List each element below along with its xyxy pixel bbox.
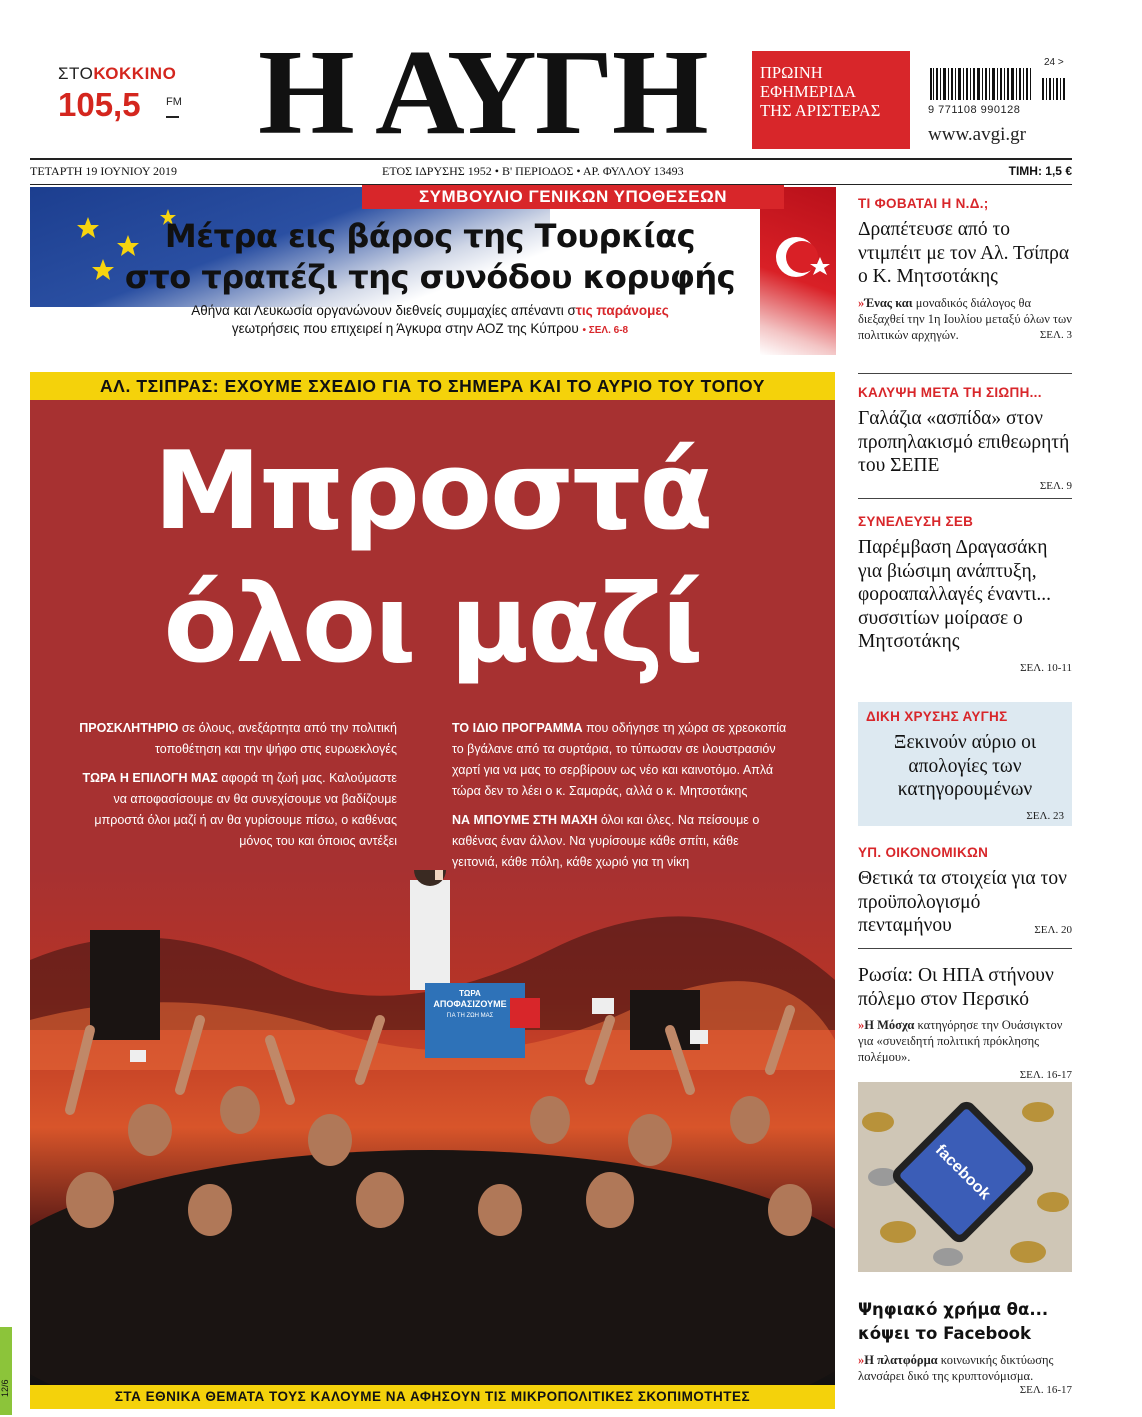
lead-top-bar: ΑΛ. ΤΣΙΠΡΑΣ: ΕΧΟΥΜΕ ΣΧΕΔΙΟ ΓΙΑ ΤΟ ΣΗΜΕΡΑ ΚΑΙ ΤΟ ΑΥΡΙΟ ΤΟΥ ΤΟΠΟΥ xyxy=(30,372,835,400)
s4-page: ΣΕΛ. 23 xyxy=(1026,809,1064,822)
s6-arrow-icon: » xyxy=(858,1018,865,1032)
issue-info: ΕΤΟΣ ΙΔΡΥΣΗΣ 1952 • Β' ΠΕΡΙΟΔΟΣ • ΑΡ. ΦΥΛΛΟΥ 13493 xyxy=(382,164,684,178)
s4-title: Ξεκινούν αύριο οι απολογίες των κατηγορουμένων xyxy=(893,732,1037,800)
lead-headline[interactable] xyxy=(30,425,835,691)
s6-text: κατηγόρησε την Ουάσιγκτον για «συνειδητή πολιτική πρόκλησης πολέμου». xyxy=(858,1018,1063,1064)
s7-body xyxy=(858,1352,1072,1384)
lead-paragraph-2 xyxy=(75,768,397,852)
eu-sub-2: γεωτρήσεις που επιχειρεί η Άγκυρα στην ΑΟΖ της Κύπρου xyxy=(231,321,579,336)
s1-kicker: ΤΙ ΦΟΒΑΤΑΙ Η Ν.Δ.; xyxy=(858,196,989,211)
lead-paragraph-1 xyxy=(75,718,397,760)
s1-lead: Ένας και xyxy=(864,295,913,310)
edition-mark xyxy=(0,1327,12,1415)
barcode-issue: 24 > xyxy=(1044,57,1064,68)
lead-column-left xyxy=(75,718,397,860)
sidebar-divider xyxy=(858,498,1072,499)
p2-lead: ΤΩΡΑ Η ΕΠΙΛΟΓΗ ΜΑΣ xyxy=(82,771,218,785)
radio-name: ΚΟΚΚΙΝΟ xyxy=(93,64,177,83)
podium-text-1: ΤΩΡΑ xyxy=(459,989,481,998)
sidebar-story-6[interactable] xyxy=(858,958,1072,1081)
s7-page: ΣΕΛ. 16-17 xyxy=(1019,1384,1072,1396)
eu-sub-1a: Αθήνα και Λευκωσία οργανώνουν διεθνείς συμμαχίες απέναντι σ xyxy=(191,303,576,318)
p2-text: αφορά τη ζωή μας. Καλούμαστε να αποφασίσουμε αν θα συνεχίσουμε να βαδίζουμε μπροστά όλοι μαζί ή αν θα γυρίσουμε πίσω, ο καθένας μόνος του και όποιος αντέξει xyxy=(94,771,397,848)
sidebar-story-7[interactable] xyxy=(858,1292,1072,1396)
tagline-line-3: ΤΗΣ ΑΡΙΣΤΕΡΑΣ xyxy=(760,101,881,120)
radio-prefix: ΣΤΟ xyxy=(58,64,94,83)
s1-page: ΣΕΛ. 3 xyxy=(1039,328,1072,341)
s7-text: κοινωνικής δικτύωσης λανσάρει δικό της κρυπτονόμισμα. xyxy=(858,1353,1054,1383)
radio-band-underline xyxy=(166,116,179,118)
s6-title: Ρωσία: Οι ΗΠΑ στήνουν πόλεμο στον Περσικό xyxy=(858,965,1054,1010)
tagline-line-2: ΕΦΗΜΕΡΙΔΑ xyxy=(760,82,857,101)
eu-story-page: • ΣΕΛ. 6-8 xyxy=(582,325,629,336)
edition-text: 12/6 xyxy=(0,1379,10,1397)
sidebar-divider xyxy=(858,948,1072,949)
dateline xyxy=(30,158,1072,185)
sidebar-story-4[interactable] xyxy=(866,709,1064,822)
eu-sub-1b: τις παράνομες xyxy=(575,303,669,318)
s2-kicker: ΚΑΛΥΨΗ ΜΕΤΑ ΤΗ ΣΙΩΠΗ... xyxy=(858,385,1042,400)
headline-line-1: Μπροστά xyxy=(153,429,712,554)
s6-page: ΣΕΛ. 16-17 xyxy=(1019,1069,1072,1081)
s7-title: Ψηφιακό χρήμα θα... κόψει το Facebook xyxy=(858,1300,1049,1343)
p4-text: όλοι και όλες. Να πείσουμε ο καθένας έναν άλλον. Να γυρίσουμε κάθε σπίτι, κάθε γειτονιά, κάθε πόλη, κάθε χωριό για τη νίκη xyxy=(452,813,760,869)
p1-lead: ΠΡΟΣΚΛΗΤΗΡΙΟ xyxy=(79,721,179,735)
barcode-icon xyxy=(930,68,1048,100)
s7-lead: Η πλατφόρμα xyxy=(864,1353,938,1367)
p4-lead: ΝΑ ΜΠΟΥΜΕ ΣΤΗ ΜΑΧΗ xyxy=(452,813,598,827)
radio-frequency: 105,5 xyxy=(58,86,141,123)
s5-page: ΣΕΛ. 20 xyxy=(1034,923,1072,936)
podium-text-2: ΑΠΟΦΑΣΙΖΟΥΜΕ xyxy=(433,999,507,1009)
s2-page: ΣΕΛ. 9 xyxy=(1039,479,1072,492)
s5-title: Θετικά τα στοιχεία για τον προϋπολογισμό πενταμήνου xyxy=(858,868,1067,936)
lead-column-right xyxy=(452,718,787,881)
s5-kicker: ΥΠ. ΟΙΚΟΝΟΜΙΚΩΝ xyxy=(858,845,989,860)
crescent-star-icon xyxy=(772,217,832,297)
barcode-number: 9 771108 990128 xyxy=(928,104,1021,116)
lead-paragraph-4 xyxy=(452,810,787,873)
issue-barcode-icon xyxy=(1040,68,1066,100)
tagline-line-1: ΠΡΩΙΝΗ xyxy=(760,63,823,82)
s1-text: μοναδικός διάλογος θα διεξαχθεί την 1η Ιουλίου μεταξύ όλων των πολιτικών αρχηγών. xyxy=(858,295,1072,342)
issue-price: ΤΙΜΗ: 1,5 € xyxy=(1008,164,1072,178)
s1-title: Δραπέτευσε από το ντιμπέιτ με τον Αλ. Τσίπρα ο Κ. Μητσοτάκης xyxy=(858,219,1070,287)
sidebar-story-2[interactable] xyxy=(858,385,1072,492)
sidebar-divider xyxy=(858,373,1072,374)
sidebar-story-5[interactable] xyxy=(858,845,1072,936)
s3-kicker: ΣΥΝΕΛΕΥΣΗ ΣΕΒ xyxy=(858,514,974,529)
issue-date: ΤΕΤΑΡΤΗ 19 ΙΟΥΝΙΟΥ 2019 xyxy=(30,164,178,178)
podium-text-3: ΓΙΑ ΤΗ ΖΩΗ ΜΑΣ xyxy=(446,1013,494,1019)
s3-page: ΣΕΛ. 10-11 xyxy=(1020,661,1072,674)
lead-paragraph-3 xyxy=(452,718,787,802)
eu-title-line-1: Μέτρα εις βάρος της Τουρκίας xyxy=(164,217,696,255)
facebook-phone-image xyxy=(858,1082,1072,1272)
newspaper-logo: Η ΑΥΓΗ xyxy=(258,25,707,160)
website-link[interactable]: www.avgi.gr xyxy=(928,124,1026,145)
s6-lead: Η Μόσχα xyxy=(864,1018,915,1032)
phone-facebook-text: facebook xyxy=(931,1141,994,1204)
rally-photo xyxy=(30,870,835,1385)
eu-title-line-2: στο τραπέζι της συνόδου κορυφής xyxy=(124,258,736,296)
s3-title: Παρέμβαση Δραγασάκη για βιώσιμη ανάπτυξη, φοροαπαλλαγές έναντι... συσσιτίων μοίρασε ο Μητσοτάκης xyxy=(858,537,1052,652)
sidebar-story-3[interactable] xyxy=(858,514,1072,674)
s4-kicker: ΔΙΚΗ ΧΡΥΣΗΣ ΑΥΓΗΣ xyxy=(866,709,1008,724)
p3-text: που οδήγησε τη χώρα σε χρεοκοπία το βγάλανε από τα συρτάρια, το τύπωσαν σε ιλουστρασιόν χαρτί για να μας το σερβίρουν ως νέο και καινοτόμο. Απλά τώρα δεν το λέει ο κ. Σαμαράς, αλλά ο κ. Μητσοτάκης xyxy=(452,721,787,798)
eu-story-title[interactable] xyxy=(95,216,765,298)
s7-arrow-icon: » xyxy=(858,1353,865,1367)
s6-body xyxy=(858,1017,1072,1065)
headline-line-2: όλοι μαζί xyxy=(163,562,702,687)
lead-bottom-bar: ΣΤΑ ΕΘΝΙΚΑ ΘΕΜΑΤΑ ΤΟΥΣ ΚΑΛΟΥΜΕ ΝΑ ΑΦΗΣΟΥΝ ΤΙΣ ΜΙΚΡΟΠΟΛΙΤΙΚΕΣ ΣΚΟΠΙΜΟΤΗΤΕΣ xyxy=(30,1385,835,1409)
p3-lead: ΤΟ ΙΔΙΟ ΠΡΟΓΡΑΜΜΑ xyxy=(452,721,583,735)
s1-arrow-icon: » xyxy=(858,295,865,310)
eu-story-subtitle xyxy=(95,302,765,340)
radio-ad xyxy=(58,64,188,124)
s2-title: Γαλάζια «ασπίδα» στον προπηλακισμό επιθεωρητή του ΣΕΠΕ xyxy=(858,408,1070,476)
sidebar-story-1[interactable] xyxy=(858,196,1072,341)
radio-band: FM xyxy=(166,96,182,108)
tagline-box xyxy=(752,51,910,149)
p1-text: σε όλους, ανεξάρτητα από την πολιτική τοποθέτηση και την ψήφο στις ευρωεκλογές xyxy=(155,721,397,756)
eu-story-kicker: ΣΥΜΒΟΥΛΙΟ ΓΕΝΙΚΩΝ ΥΠΟΘΕΣΕΩΝ xyxy=(362,185,784,209)
